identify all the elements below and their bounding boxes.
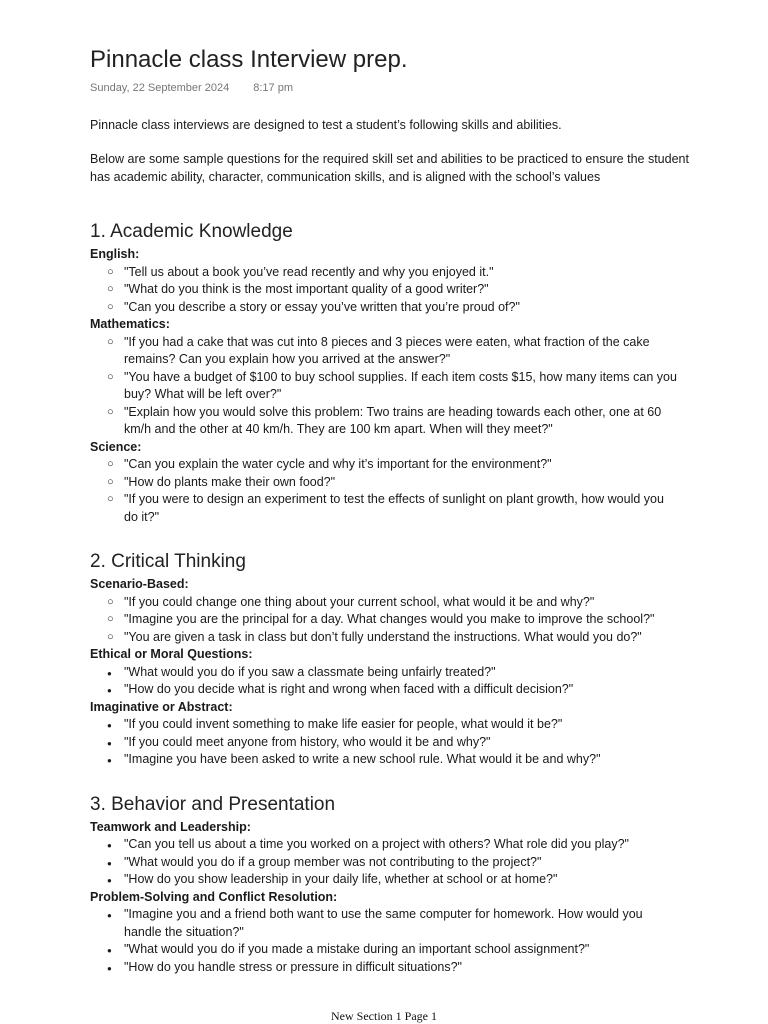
question-list: [90, 264, 690, 317]
question-list: [90, 664, 690, 699]
section-heading: 3. Behavior and Presentation: [90, 793, 336, 815]
list-item: ● "How do you decide what is right and wrong when faced with a difficult decision?": [124, 681, 690, 699]
list-item: ○ "Tell us about a book you’ve read recently and why you enjoyed it.": [124, 264, 690, 282]
subheading: Science:: [90, 439, 142, 454]
list-item: ○ "If you had a cake that was cut into 8 pieces and 3 pieces were eaten, what fraction of the cake remains? Can you explain how you arrived at the answer?": [124, 334, 690, 369]
subheading: English:: [90, 247, 140, 261]
list-item: ● "What would you do if a group member was not contributing to the project?": [124, 854, 690, 872]
list-item: ○ "If you could change one thing about your current school, what would it be and why?": [124, 594, 690, 612]
question-list: [90, 334, 690, 439]
subheading: Imaginative or Abstract:: [90, 699, 233, 714]
section-heading: 2. Critical Thinking: [90, 551, 246, 572]
question-sections: [90, 218, 690, 976]
list-item: ○ "What do you think is the most important quality of a good writer?": [124, 281, 690, 299]
list-item: ● "How do you handle stress or pressure in difficult situations?": [124, 959, 690, 977]
page-timestamp: [90, 82, 293, 94]
list-item: ● "How do you show leadership in your daily life, whether at school or at home?": [124, 871, 690, 889]
question-list: [90, 716, 690, 769]
list-item: ○ "Can you describe a story or essay you’ve written that you’re proud of?": [124, 299, 690, 317]
list-item: ○ "If you were to design an experiment to test the effects of sunlight on plant growth, how would you do it?": [124, 491, 690, 526]
question-list: [90, 456, 690, 526]
list-item: ● "What would you do if you saw a classmate being unfairly treated?": [124, 664, 690, 682]
page-date: Sunday, 22 September 2024: [90, 82, 230, 94]
page-time: 8:17 pm: [253, 82, 293, 94]
page-footer: New Section 1 Page 1: [331, 1009, 437, 1023]
page-title: Pinnacle class Interview prep.: [90, 46, 408, 73]
section-heading: 1. Academic Knowledge: [90, 221, 293, 242]
subheading: Scenario-Based:: [90, 577, 189, 591]
subheading: Teamwork and Leadership:: [90, 819, 251, 834]
list-item: ○ "How do plants make their own food?": [124, 474, 690, 492]
intro-paragraph-2: Below are some sample questions for the required skill set and abilities to be practiced to ensure the student has academic ability, character, communication skills, and is aligned with the school’s values: [90, 152, 689, 184]
list-item: ● "What would you do if you made a mistake during an important school assignment?": [124, 941, 690, 959]
question-list: [90, 836, 690, 889]
section-2: [90, 548, 690, 769]
list-item: ● "Can you tell us about a time you worked on a project with others? What role did you play?": [124, 836, 690, 854]
list-item: ○ "You are given a task in class but don’t fully understand the instructions. What would you do?": [124, 629, 690, 647]
list-item: ○ "You have a budget of $100 to buy school supplies. If each item costs $15, how many items can you buy? What will be left over?": [124, 369, 690, 404]
section-1: [90, 218, 690, 526]
section-3: [90, 791, 690, 977]
list-item: ● "Imagine you and a friend both want to use the same computer for homework. How would you handle the situation?": [124, 906, 690, 941]
subheading: Ethical or Moral Questions:: [90, 647, 253, 661]
list-item: ● "Imagine you have been asked to write a new school rule. What would it be and why?": [124, 751, 690, 769]
list-item: ○ "Can you explain the water cycle and why it’s important for the environment?": [124, 456, 690, 474]
subheading: Mathematics:: [90, 317, 170, 331]
list-item: ○ "Explain how you would solve this problem: Two trains are heading towards each other, one at 60 km/h and the other at 40 km/h. They are 100 km apart. When will they meet?": [124, 404, 690, 439]
question-list: [90, 906, 690, 976]
question-list: [90, 594, 690, 647]
list-item: ● "If you could invent something to make life easier for people, what would it be?": [124, 716, 690, 734]
subheading: Problem-Solving and Conflict Resolution:: [90, 889, 338, 904]
intro-paragraph-1: Pinnacle class interviews are designed to test a student’s following skills and abilities.: [90, 118, 562, 132]
list-item: ● "If you could meet anyone from history, who would it be and why?": [124, 734, 690, 752]
list-item: ○ "Imagine you are the principal for a day. What changes would you make to improve the school?": [124, 611, 690, 629]
